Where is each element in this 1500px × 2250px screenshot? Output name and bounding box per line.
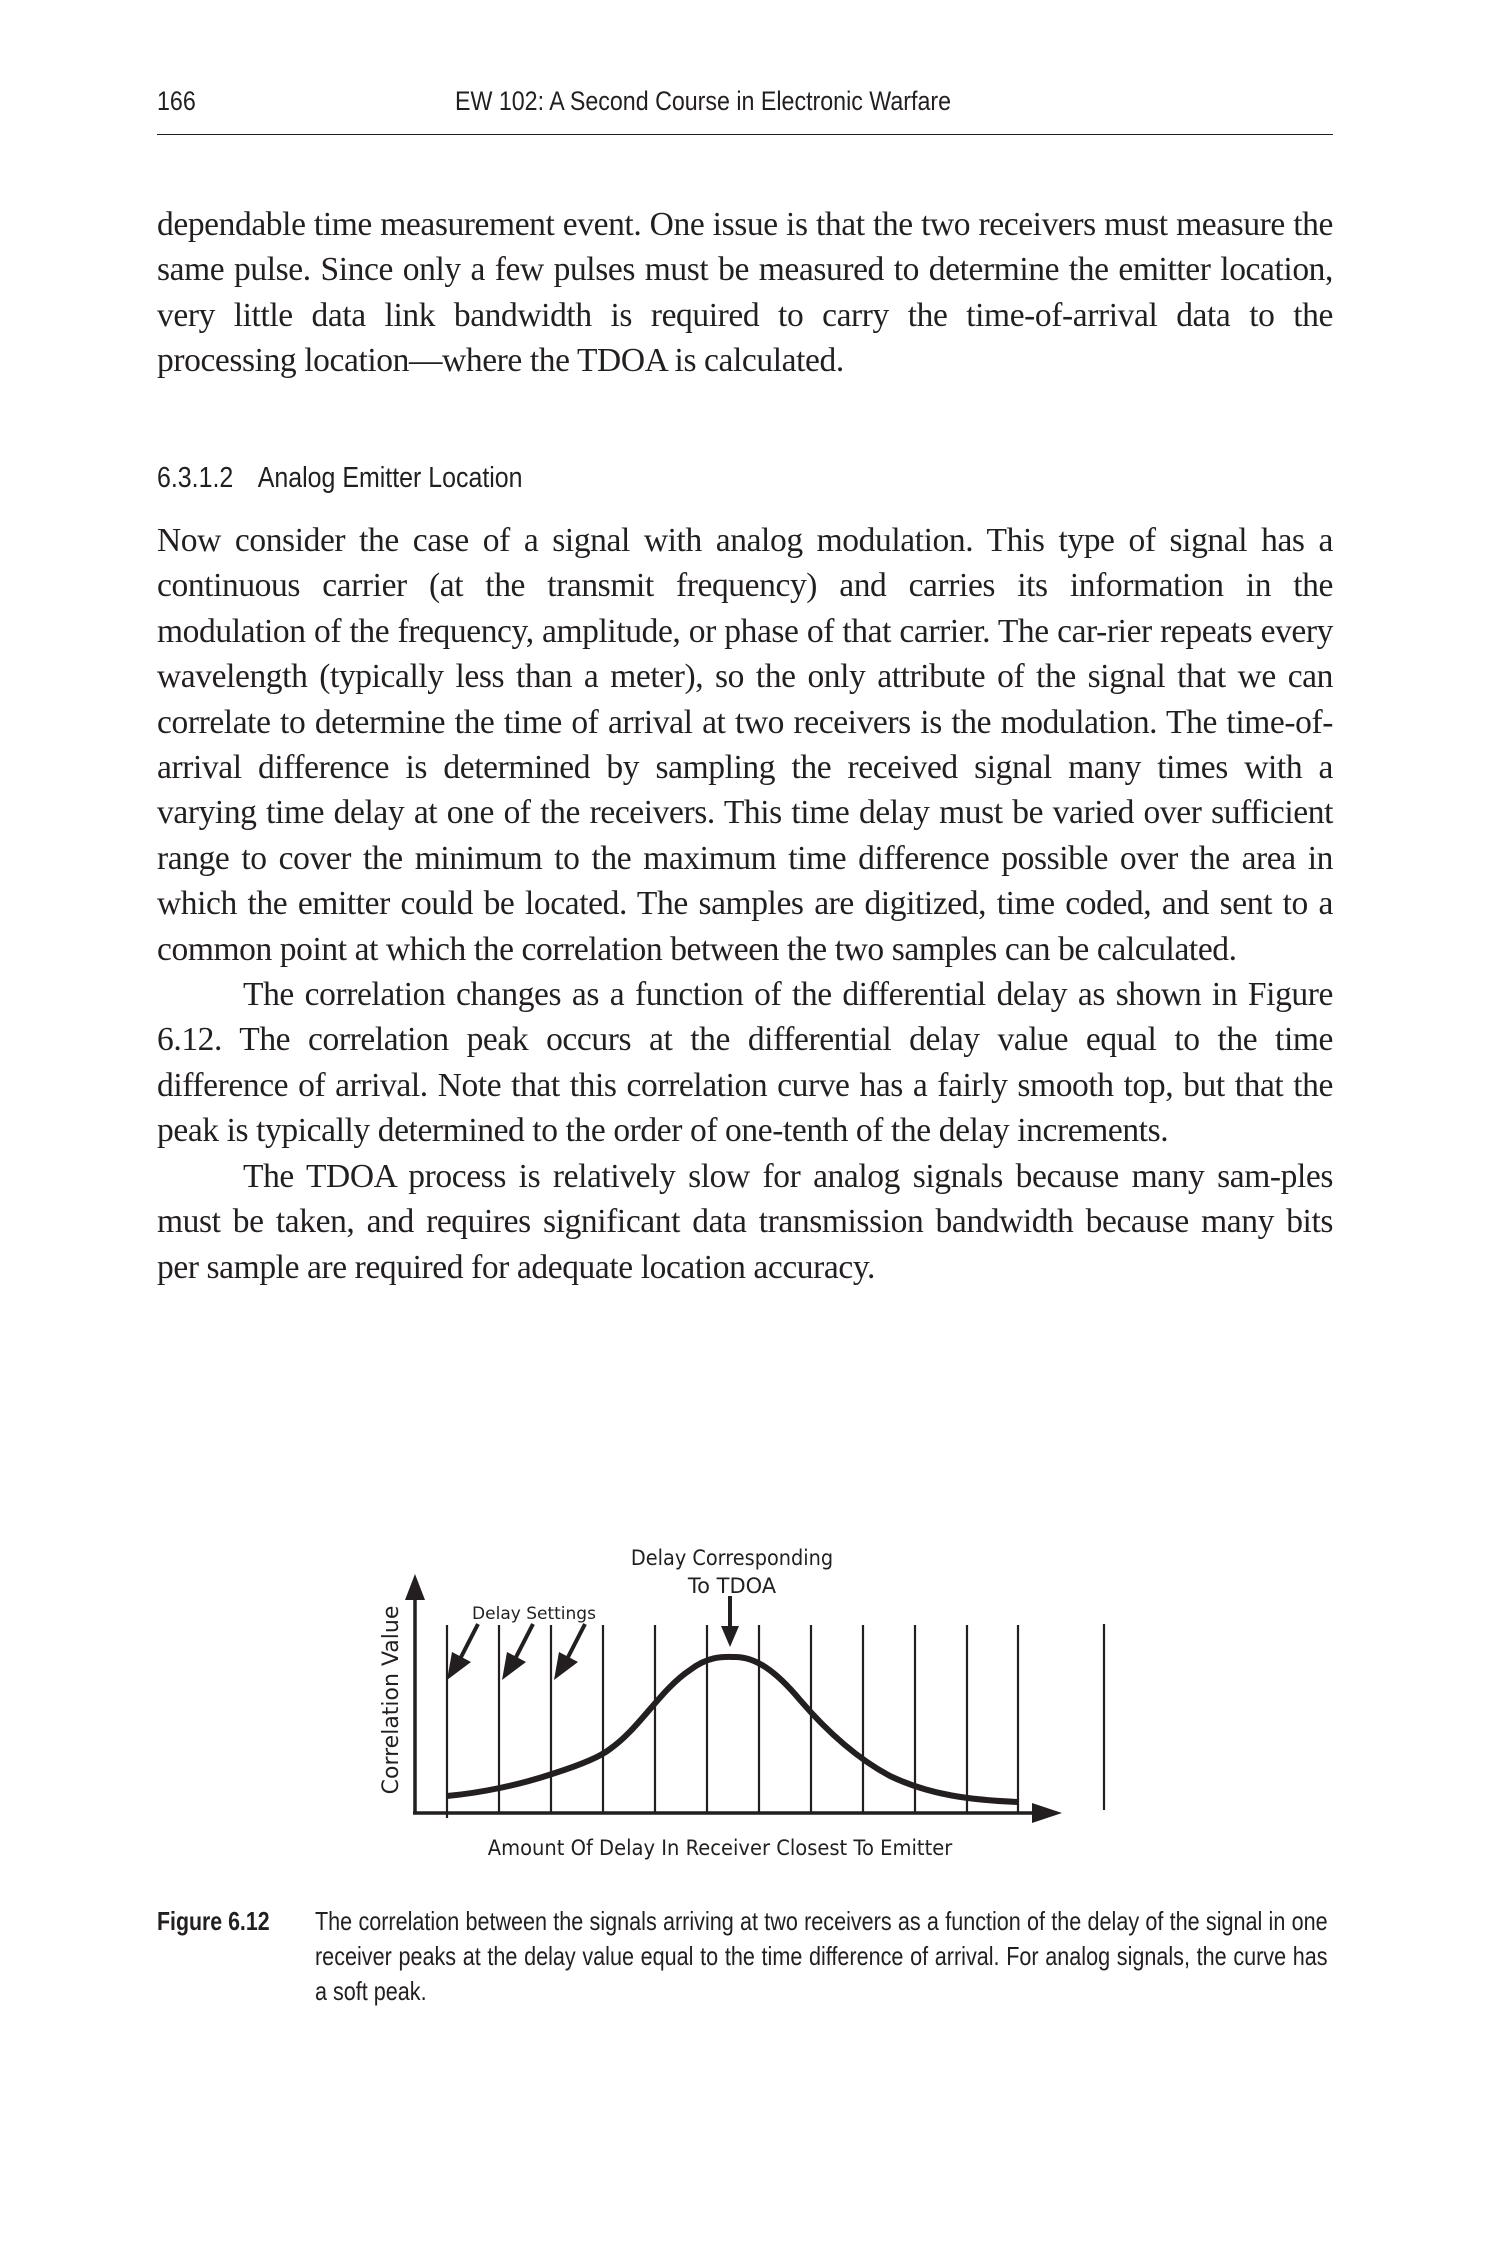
axes bbox=[405, 1574, 1062, 1823]
tdoa-arrow bbox=[721, 1596, 739, 1647]
y-axis-arrow-icon bbox=[405, 1574, 425, 1600]
page-number: 166 bbox=[157, 86, 196, 116]
paragraph: The TDOA process is relatively slow for analog signals because many sam-ples must be taken, and requires significant data transmission bandwidth because many bits per sample are required for adequate location accuracy. bbox=[157, 1157, 1333, 1286]
annotation-peak-line1: Delay Corresponding bbox=[630, 1545, 834, 1571]
section-number: 6.3.1.2 bbox=[157, 462, 234, 494]
paragraph: dependable time measurement event. One issue is that the two receivers must measure the same pulse. Since only a few pulses must be measured to determine the emitter location, very little data link bandwidth is required to carry the time-of-arrival data to the processing location—where the TDOA is calculated. bbox=[157, 206, 1333, 380]
annotation-peak-line2: To TDOA bbox=[687, 1574, 777, 1598]
paragraph: The correlation changes as a function of the differential delay as shown in Figure 6.12. The correlation peak occurs at the differential delay value equal to the time difference of arrival. Note that this correlation curve has a fairly smooth top, but that the peak is typically determined to the order of one-tenth of the delay increments. bbox=[157, 976, 1333, 1150]
book-title: EW 102: A Second Course in Electronic Warfare bbox=[455, 86, 952, 116]
section-heading bbox=[157, 462, 523, 495]
figure-label: Figure 6.12 bbox=[157, 1906, 270, 1936]
body-text-top bbox=[157, 202, 1333, 384]
vertical-grid-lines bbox=[447, 1624, 1104, 1818]
correlation-curve bbox=[447, 1657, 1018, 1802]
x-axis-label: Amount Of Delay In Receiver Closest To Emitter bbox=[487, 1835, 953, 1861]
x-axis-arrow-icon bbox=[1032, 1803, 1062, 1823]
running-header bbox=[157, 86, 1333, 135]
body-text-main bbox=[157, 518, 1333, 1290]
figure-caption-text: The correlation between the signals arriving at two receivers as a function of the delay of the signal in one receiver peaks at the delay value equal to the time difference of arrival. For analog signals, the curve has a soft peak. bbox=[315, 1906, 1328, 2006]
annotation-delay-settings: Delay Settings bbox=[472, 1604, 596, 1624]
delay-settings-arrows bbox=[447, 1624, 585, 1680]
paragraph: Now consider the case of a signal with analog modulation. This type of signal has a continuous carrier (at the transmit frequency) and carries its information in the modulation of the frequency, amplitude, or phase of that carrier. The car-rier repeats every wavelength (typically less than a meter), so the only attribute of the signal that we can correlate to determine the time of arrival at two receivers is the modulation. The time-of-arrival difference is determined by sampling the received signal many times with a varying time delay at one of the receivers. This time delay must be varied over sufficient range to cover the minimum to the maximum time difference possible over the area in which the emitter could be located. The samples are digitized, time coded, and sent to a common point at which the correlation between the two samples can be calculated. bbox=[157, 522, 1333, 968]
y-axis-label: Correlation Value bbox=[379, 1605, 404, 1795]
section-title: Analog Emitter Location bbox=[257, 462, 523, 494]
